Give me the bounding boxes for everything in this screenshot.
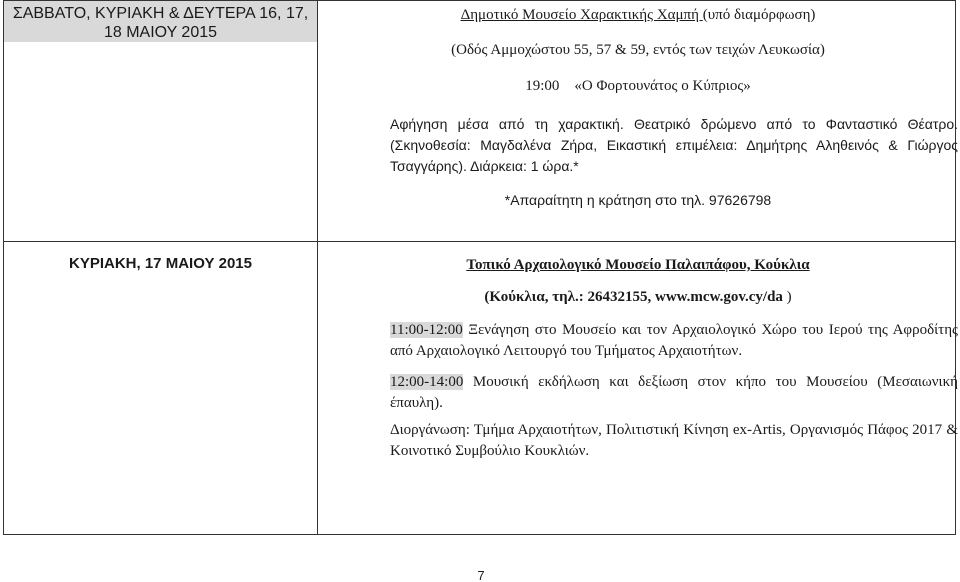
guided-tour-time: 11:00-12:00: [390, 322, 463, 338]
event-description: Αφήγηση μέσα από τη χαρακτική. Θεατρικό δρώμενο από το Φανταστικό Θέατρο. (Σκηνοθεσία: Μαγδαλένα Ζήρα, Εικαστική επιμέλεια: Δημήτρης Αληθεινός & Γιώργος Τσαγγάρης). Διάρκεια: 1 ώρα.*: [390, 116, 958, 174]
guided-tour-text: Ξενάγηση στο Μουσείο και τον Αρχαιολογικό Χώρο του Ιερού της Αφροδίτης από Αρχαιολογικό Λειτουργό του Τμήματος Αρχαιοτήτων.: [390, 322, 958, 359]
contact-line: [318, 289, 958, 306]
music-text: Μουσική εκδήλωση και δεξίωση στον κήπο του Μουσείου (Μεσαιωνική έπαυλη).: [390, 374, 958, 411]
contact-close: ): [782, 289, 792, 305]
event-date-2: ΚΥΡΙΑΚΗ, 17 ΜΑΙΟΥ 2015: [69, 255, 252, 272]
venue-name: Δημοτικό Μουσείο Χαρακτικής Χαμπή: [460, 7, 703, 23]
organizers: Διοργάνωση: Τμήμα Αρχαιοτήτων, Πολιτιστική Κίνηση ex-Artis, Οργανισμός Πάφος 2017 & Κοινοτικό Συμβούλιο Κουκλιών.: [390, 422, 958, 459]
event-time-title: [318, 78, 958, 95]
music-time: 12:00-14:00: [390, 374, 464, 390]
page-number: 7: [477, 568, 485, 582]
event-music: [390, 372, 958, 414]
event-date-1: ΣΑΒΒΑΤΟ, ΚΥΡΙΑΚΗ & ΔΕΥΤΕΡΑ 16, 17, 18 ΜΑΙΟΥ 2015: [4, 1, 317, 42]
booking-note: *Απαραίτητη η κράτηση στο τηλ. 97626798: [504, 192, 772, 208]
event-title: «Ο Φορτουνάτος ο Κύπριος»: [574, 78, 751, 94]
event-guided-tour: [390, 320, 958, 362]
museum-name: Τοπικό Αρχαιολογικό Μουσείο Παλαιπάφου, Κούκλια: [466, 257, 810, 273]
events-table: [3, 0, 956, 535]
contact-info: (Κούκλια, τηλ.: 26432155, www.mcw.gov.cy/da: [484, 289, 783, 305]
venue-line-1: [318, 7, 958, 24]
event-time: 19:00: [525, 78, 560, 94]
venue-address: (Οδός Αμμοχώστου 55, 57 & 59, εντός των τειχών Λευκωσία): [451, 42, 825, 58]
venue-note: (υπό διαμόρφωση): [702, 7, 816, 23]
row-divider: [4, 241, 955, 242]
